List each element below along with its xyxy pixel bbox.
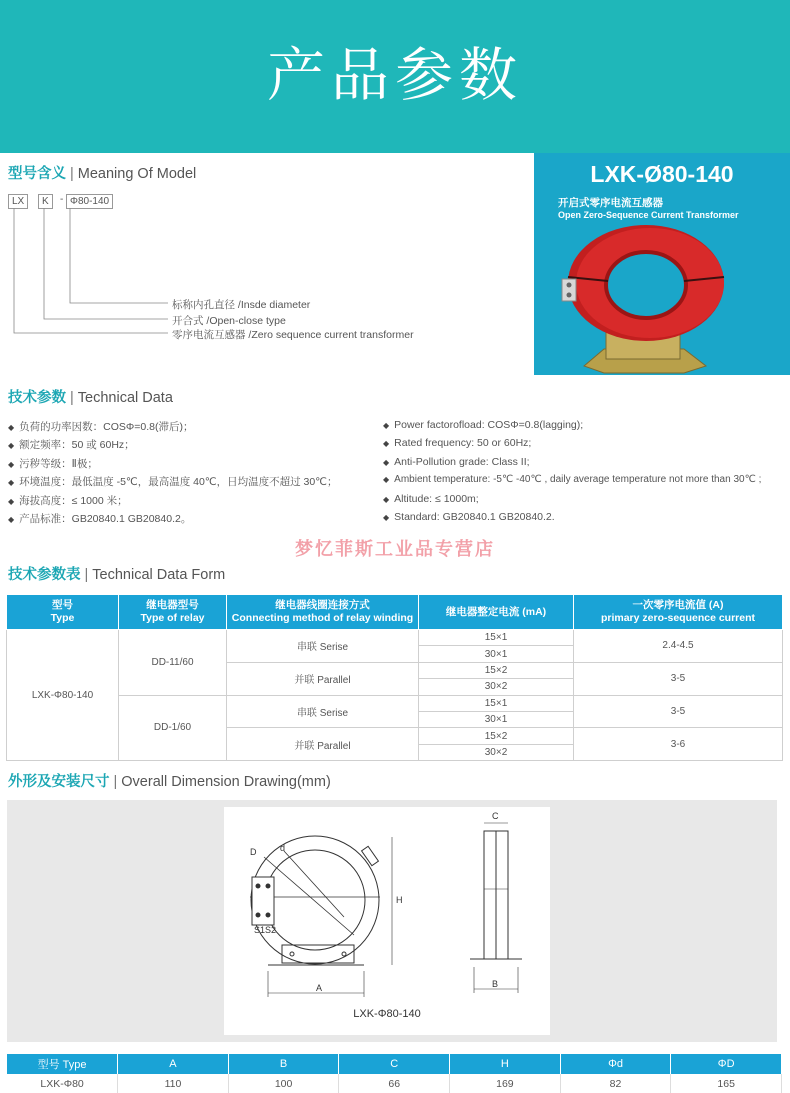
diameter-line-D (264, 857, 354, 935)
dim-header: ΦD (671, 1054, 782, 1074)
cell-method: 串联 Serise (227, 695, 419, 728)
label-S1S2: S1S2 (254, 925, 277, 935)
label-C: C (492, 811, 499, 821)
header-type (7, 595, 119, 630)
tech-right-item: ◆ Altitude: ≤ 1000m; (383, 493, 479, 505)
model-meaning-heading-en: Meaning Of Model (77, 166, 197, 182)
tech-right-item: ◆ Anti-Pollution grade: Class II; (383, 456, 530, 468)
cell-relay: DD-11/60 (119, 630, 227, 696)
label-A: A (316, 983, 323, 993)
cell-current: 30×1 (419, 711, 574, 727)
tech-left-item: ◆ 额定频率：50 或 60Hz； (8, 437, 135, 452)
header-setting-current-zh: 继电器整定电流 (mA) (445, 605, 547, 618)
data-form-heading-en: Technical Data Form (92, 567, 226, 583)
product-title: LXK-Ø80-140 (590, 161, 734, 187)
header-method (227, 595, 419, 630)
header-relay-en: Type of relay (140, 612, 205, 624)
label-D: D (250, 847, 257, 857)
tech-right-item: ◆ Rated frequency: 50 or 60Hz; (383, 437, 531, 449)
dimension-heading: 外形及安装尺寸 | Overall Dimension Drawing(mm) (8, 774, 331, 790)
tech-right-item: ◆ Standard: GB20840.1 GB20840.2. (383, 511, 555, 523)
leader-line-zero-sequence (14, 208, 168, 333)
label-B: B (492, 979, 499, 989)
cell-method: 并联 Parallel (227, 728, 419, 761)
tech-left-item: ◆ 海拔高度：≤ 1000 米； (8, 493, 128, 508)
header-method-en: Connecting method of relay winding (231, 612, 414, 624)
cell-primary: 2.4-4.5 (574, 630, 783, 663)
cell-method: 串联 Serise (227, 630, 419, 663)
explanation-zero-sequence: 零序电流互感器 /Zero sequence current transformer (172, 329, 414, 341)
tech-left-item: ◆ 污秽等级：Ⅱ极； (8, 456, 98, 471)
technical-data-heading-zh: 技术参数 (8, 390, 66, 406)
table-row (7, 630, 783, 646)
dim-cell: 165 (671, 1074, 782, 1093)
tech-right-item: ◆ Ambient temperature: -5℃ -40℃ , daily average temperature not more than 30℃ ; (383, 474, 761, 485)
label-H: H (396, 895, 403, 905)
cell-current: 15×2 (419, 728, 574, 744)
model-leader-lines (0, 205, 180, 345)
store-watermark: 梦忆菲斯工业品专营店 (295, 539, 495, 559)
code-dash: - (60, 194, 64, 205)
dim-header: C (339, 1054, 450, 1074)
product-subtitle-en: Open Zero-Sequence Current Transformer (558, 210, 739, 220)
technical-data-heading: 技术参数 | Technical Data (8, 390, 173, 406)
header-relay-zh: 继电器型号 (146, 599, 199, 611)
header-type-en: Type (50, 612, 75, 624)
dim-cell: 110 (118, 1074, 229, 1093)
model-meaning-heading: 型号含义 | Meaning Of Model (8, 166, 197, 182)
page-title: 产品参数 (266, 41, 523, 109)
cell-primary: 3-5 (574, 662, 783, 695)
cell-current: 15×2 (419, 662, 574, 678)
dimension-heading-zh: 外形及安装尺寸 (8, 774, 110, 790)
cell-primary: 3-5 (574, 695, 783, 728)
data-form-heading: 技术参数表 | Technical Data Form (8, 567, 226, 583)
product-photo (534, 221, 790, 375)
product-subtitle-zh: 开启式零序电流互感器 (558, 197, 663, 209)
side-view-left (484, 831, 496, 959)
technical-data-heading-en: Technical Data (77, 390, 173, 406)
terminal-block (252, 877, 274, 925)
inner-ring-outline (265, 850, 365, 950)
data-form-heading-zh: 技术参数表 (8, 567, 81, 583)
dim-cell: 82 (560, 1074, 671, 1093)
code-box-diameter: Φ80-140 (66, 194, 113, 209)
header-type-zh: 型号 (52, 599, 73, 611)
table-row (7, 695, 783, 711)
tech-left-item: ◆ 负荷的功率因数：COSΦ=0.8(滞后)； (8, 419, 194, 434)
diameter-line-d (284, 851, 344, 917)
table-header-row (7, 595, 783, 630)
leader-line-open-close (44, 208, 168, 319)
dimension-drawing (224, 807, 550, 1035)
tech-left-item: ◆ 环境温度：最低温度 -5℃，最高温度 40℃，日均温度不超过 30℃； (8, 474, 337, 489)
header-primary-zh: 一次零序电流值 (A) (632, 599, 724, 611)
explanation-open-close: 开合式 /Open-close type (172, 315, 286, 327)
cell-current: 15×1 (419, 630, 574, 646)
tech-right-item: ◆ Power factorofload: COSΦ=0.8(lagging); (383, 419, 583, 431)
header-setting-current (419, 595, 574, 630)
dimensions-row (7, 1074, 782, 1093)
side-view-right (496, 831, 508, 959)
dim-cell: 100 (228, 1074, 339, 1093)
dim-header: A (118, 1054, 229, 1074)
dim-header: B (228, 1054, 339, 1074)
cell-current: 30×2 (419, 744, 574, 760)
dimension-heading-en: Overall Dimension Drawing(mm) (121, 774, 331, 790)
cell-type: LXK-Φ80-140 (7, 630, 119, 761)
cell-primary: 3-6 (574, 728, 783, 761)
header-method-zh: 继电器线圈连接方式 (275, 599, 370, 611)
header-primary-current (574, 595, 783, 630)
dim-header: 型号 Type (7, 1054, 118, 1074)
cell-current: 30×1 (419, 646, 574, 662)
dimensions-table (7, 1054, 782, 1093)
code-box-lx: LX (8, 194, 28, 209)
cell-relay: DD-1/60 (119, 695, 227, 761)
code-box-k: K (38, 194, 53, 209)
leader-line-diameter (70, 208, 168, 303)
cell-current: 15×1 (419, 695, 574, 711)
label-d: d (280, 843, 286, 853)
drawing-caption: LXK-Φ80-140 (353, 1008, 421, 1020)
header-primary-en: primary zero-sequence current (600, 612, 756, 624)
dim-cell: LXK-Φ80 (7, 1074, 118, 1093)
dimensions-header-row (7, 1054, 782, 1074)
cell-method: 并联 Parallel (227, 662, 419, 695)
cell-current: 30×2 (419, 679, 574, 695)
tech-left-item: ◆ 产品标准：GB20840.1 GB20840.2。 (8, 511, 191, 526)
dim-cell: 169 (450, 1074, 561, 1093)
product-panel (534, 153, 790, 375)
explanation-diameter: 标称内孔直径 /Insde diameter (172, 299, 311, 311)
technical-data-table (6, 594, 783, 761)
model-meaning-heading-zh: 型号含义 (8, 166, 66, 182)
header-relay (119, 595, 227, 630)
dim-header: H (450, 1054, 561, 1074)
dim-cell: 66 (339, 1074, 450, 1093)
dim-header: Φd (560, 1054, 671, 1074)
